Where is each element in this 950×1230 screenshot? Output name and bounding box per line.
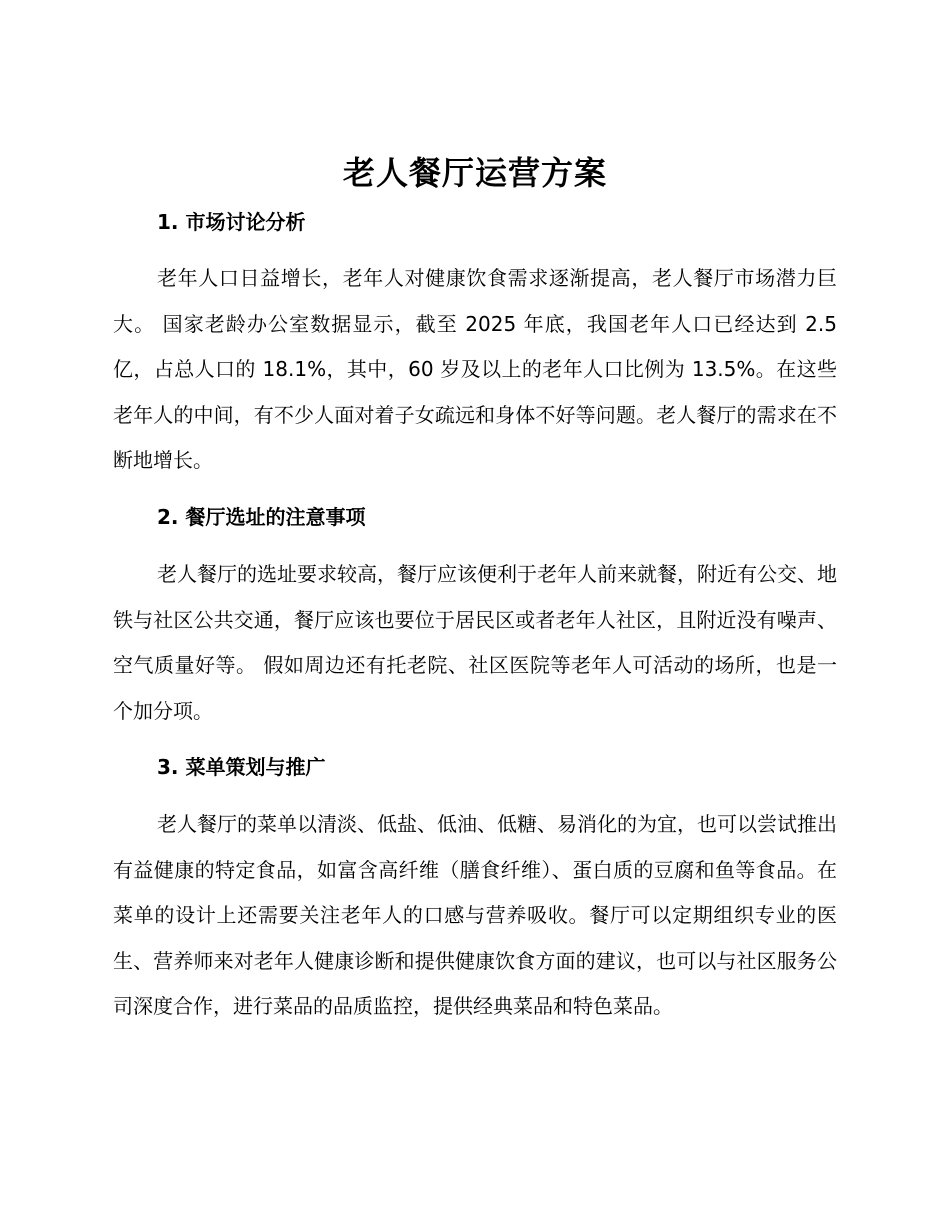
section-body-market-analysis: 老年人口日益增长，老年人对健康饮食需求逐渐提高，老人餐厅市场潜力巨大。 国家老龄办公室数据显示，截至 2025 年底，我国老年人口已经达到 2.5 亿，占总人口的 18.1%，其中，60 岁及以上的老年人口比例为 13.5%。在这些老年人的中间，有不少人面对着子女疏远和身体不好等问题。老人餐厅的需求在不断地增长。 [113, 266, 837, 472]
section-heading-site-selection: 2. 餐厅选址的注意事项 [157, 505, 366, 529]
section-heading-menu-planning: 3. 菜单策划与推广 [157, 755, 326, 779]
section-body-site-selection: 老人餐厅的选址要求较高，餐厅应该便利于老年人前来就餐，附近有公交、地铁与社区公共交通，餐厅应该也要位于居民区或者老年人社区，且附近没有噪声、空气质量好等。 假如周边还有托老院、社区医院等老年人可活动的场所，也是一个加分项。 [113, 562, 837, 723]
section-body-menu-planning: 老人餐厅的菜单以清淡、低盐、低油、低糖、易消化的为宜，也可以尝试推出有益健康的特定食品，如富含高纤维（膳食纤维）、蛋白质的豆腐和鱼等食品。在菜单的设计上还需要关注老年人的口感与营养吸收。餐厅可以定期组织专业的医生、营养师来对老年人健康诊断和提供健康饮食方面的建议，也可以与社区服务公司深度合作，进行菜品的品质监控，提供经典菜品和特色菜品。 [113, 812, 837, 1018]
section-heading-market-analysis: 1. 市场讨论分析 [157, 210, 306, 234]
document-title: 老人餐厅运营方案 [342, 154, 607, 192]
